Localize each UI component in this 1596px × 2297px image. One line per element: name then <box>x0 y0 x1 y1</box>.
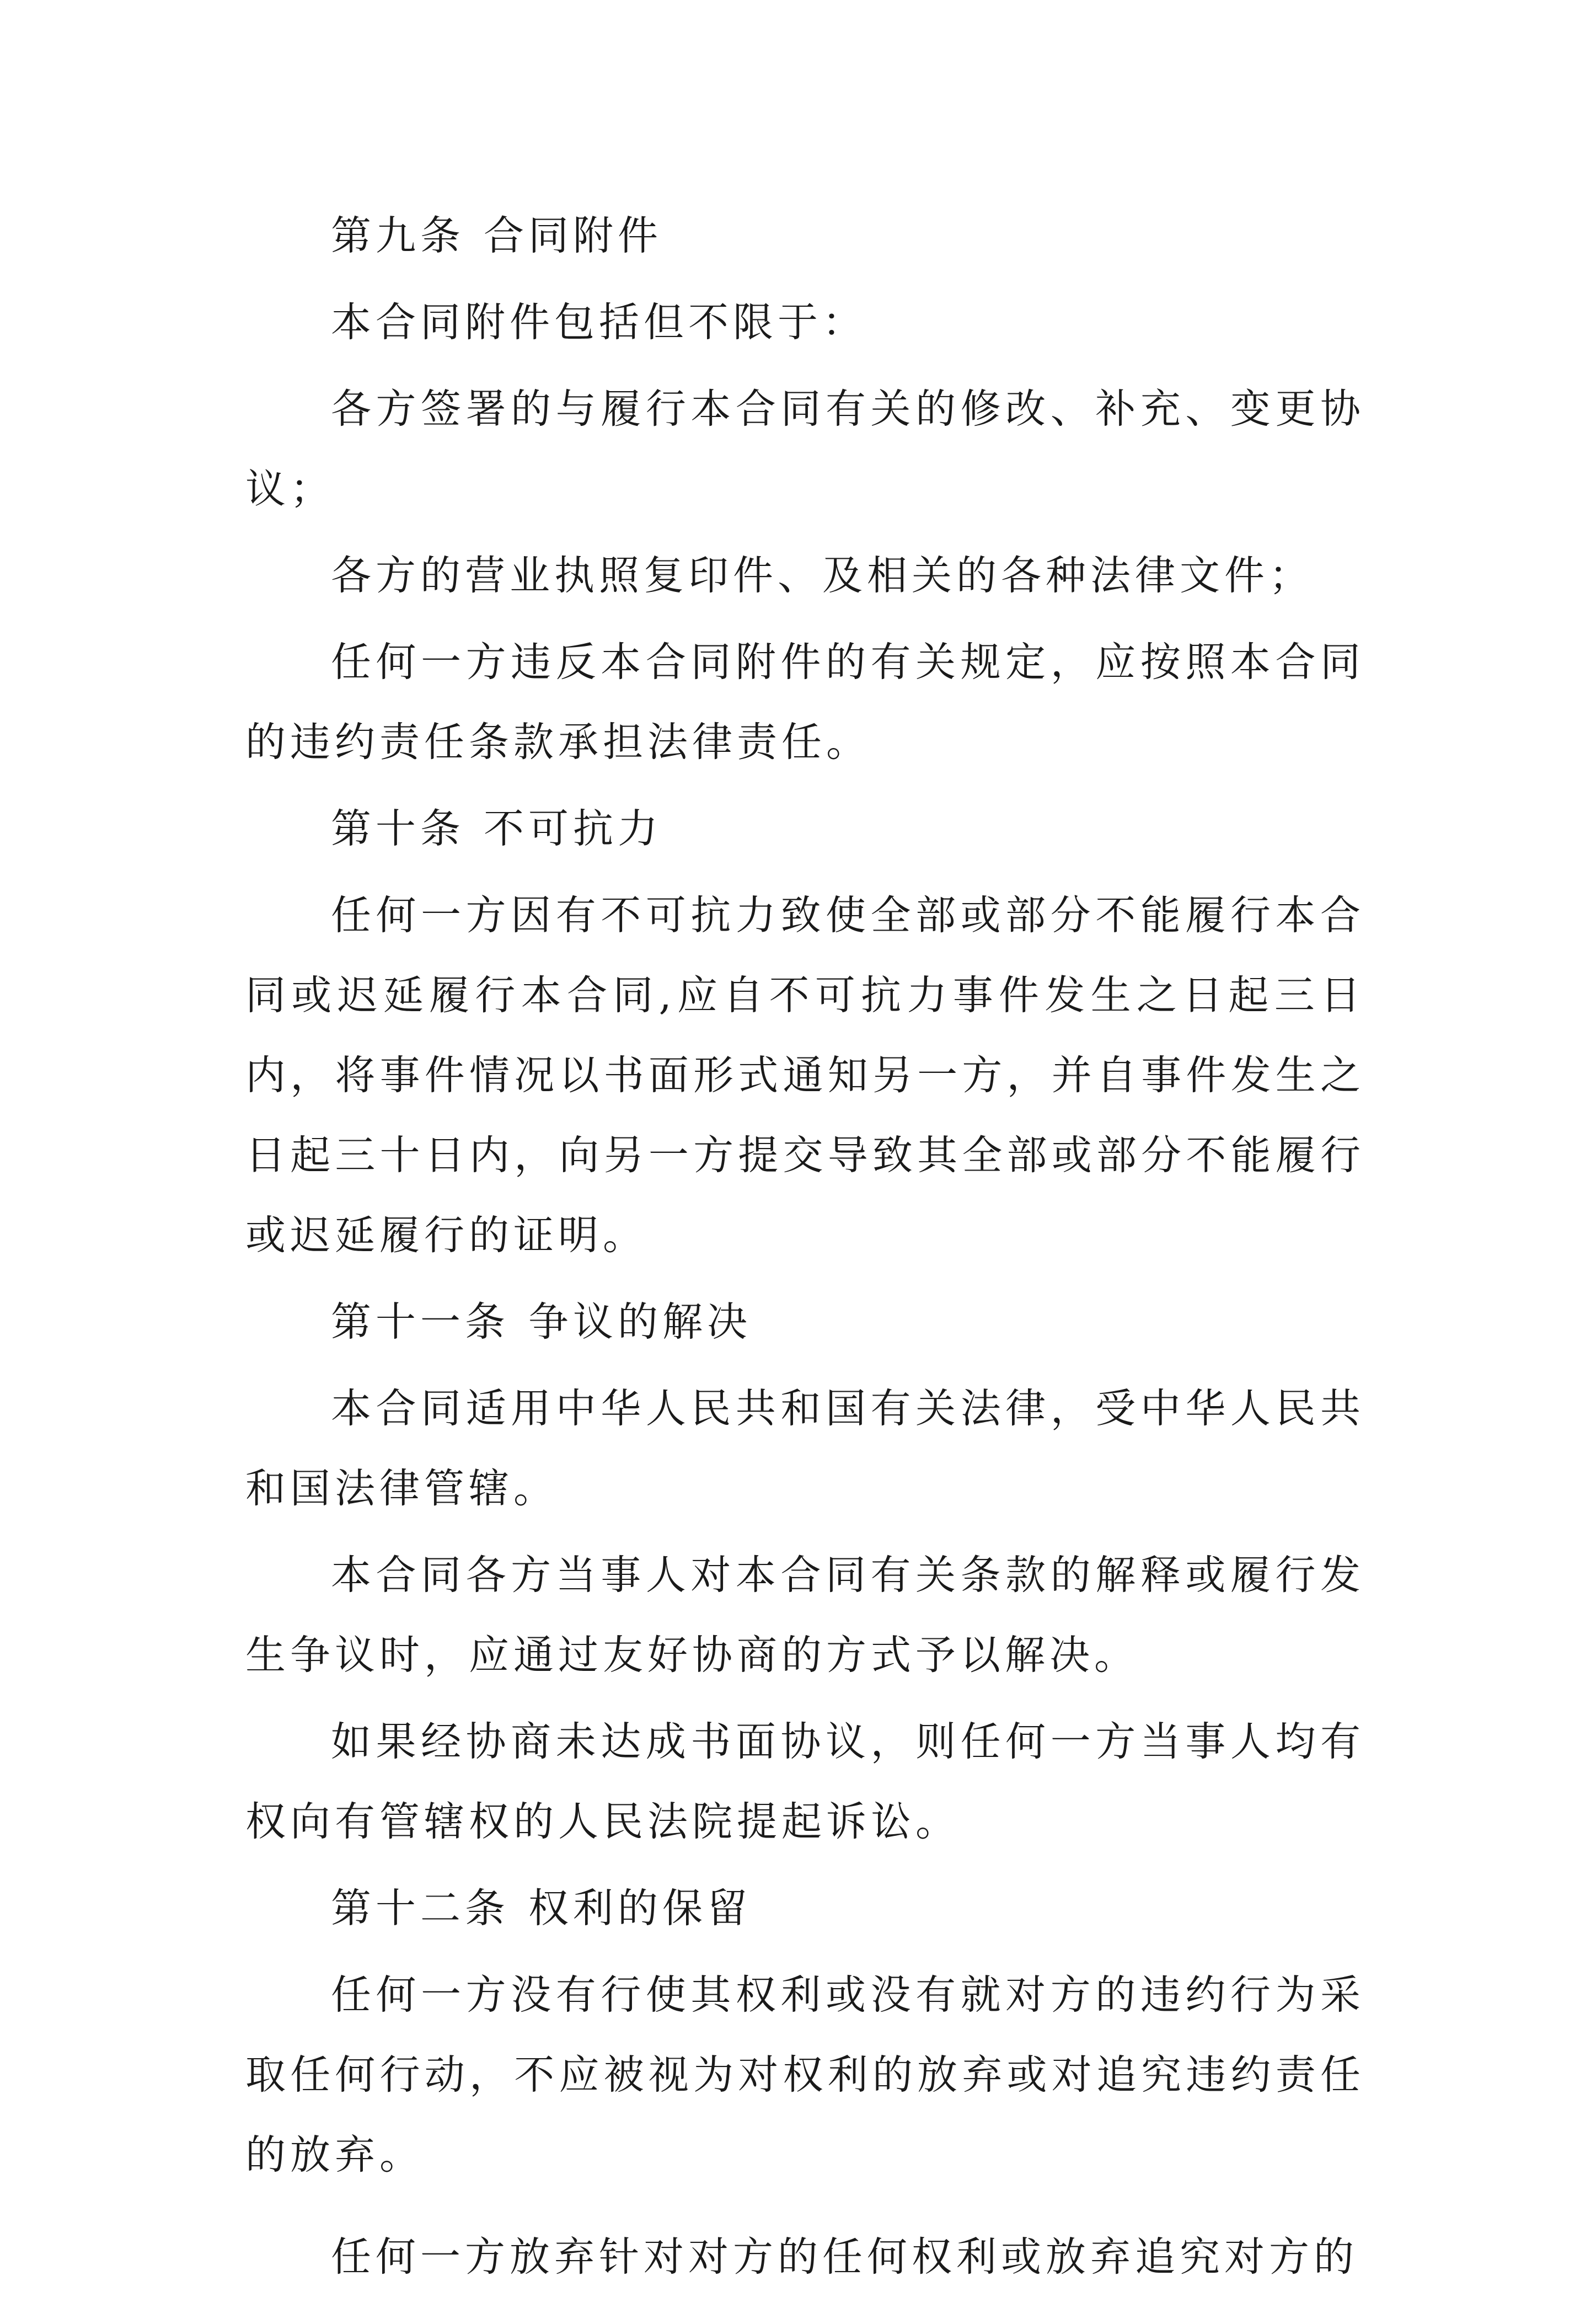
article-number: 第十二条 <box>331 1885 510 1932</box>
article-title: 不可抗力 <box>484 805 662 852</box>
paragraph: 各方签署的与履行本合同有关的修改、补充、变更协议； <box>245 386 1365 512</box>
article-heading-12 <box>245 1868 1365 1948</box>
article-heading-9 <box>245 196 1365 276</box>
paragraph: 本合同附件包括但不限于： <box>331 299 867 346</box>
article-title: 权利的保留 <box>528 1885 752 1932</box>
paragraph: 任何一方没有行使其权利或没有就对方的违约行为采取任何行动，不应被视为对权利的放弃或对追究违约责任的放弃。 <box>245 1972 1365 2178</box>
paragraph: 本合同各方当事人对本合同有关条款的解释或履行发生争议时，应通过友好协商的方式予以解决。 <box>245 1552 1365 1679</box>
paragraph: 任何一方违反本合同附件的有关规定，应按照本合同的违约责任条款承担法律责任。 <box>245 639 1365 766</box>
article-number: 第十条 <box>331 805 465 852</box>
paragraph: 任何一方放弃针对对方的任何权利或放弃追究对方的 <box>331 2234 1358 2280</box>
paragraph: 如果经协商未达成书面协议，则任何一方当事人均有权向有管辖权的人民法院提起诉讼。 <box>245 1718 1365 1845</box>
article-number: 第九条 <box>331 212 465 259</box>
document-body <box>245 196 1365 2297</box>
article-title: 合同附件 <box>484 212 662 259</box>
paragraph: 本合同适用中华人民共和国有关法律，受中华人民共和国法律管辖。 <box>245 1385 1365 1512</box>
article-heading-10 <box>245 789 1365 869</box>
paragraph: 任何一方因有不可抗力致使全部或部分不能履行本合同或迟延履行本合同,应自不可抗力事件发生之日起三日内，将事件情况以书面形式通知另一方，并自事件发生之日起三十日内，向另一方提交导致其全部或部分不能履行或迟延履行的证明。 <box>245 892 1365 1259</box>
paragraph: 各方的营业执照复印件、及相关的各种法律文件； <box>331 552 1314 599</box>
article-title: 争议的解决 <box>528 1299 752 1345</box>
article-number: 第十一条 <box>331 1299 510 1345</box>
article-heading-11 <box>245 1282 1365 1362</box>
